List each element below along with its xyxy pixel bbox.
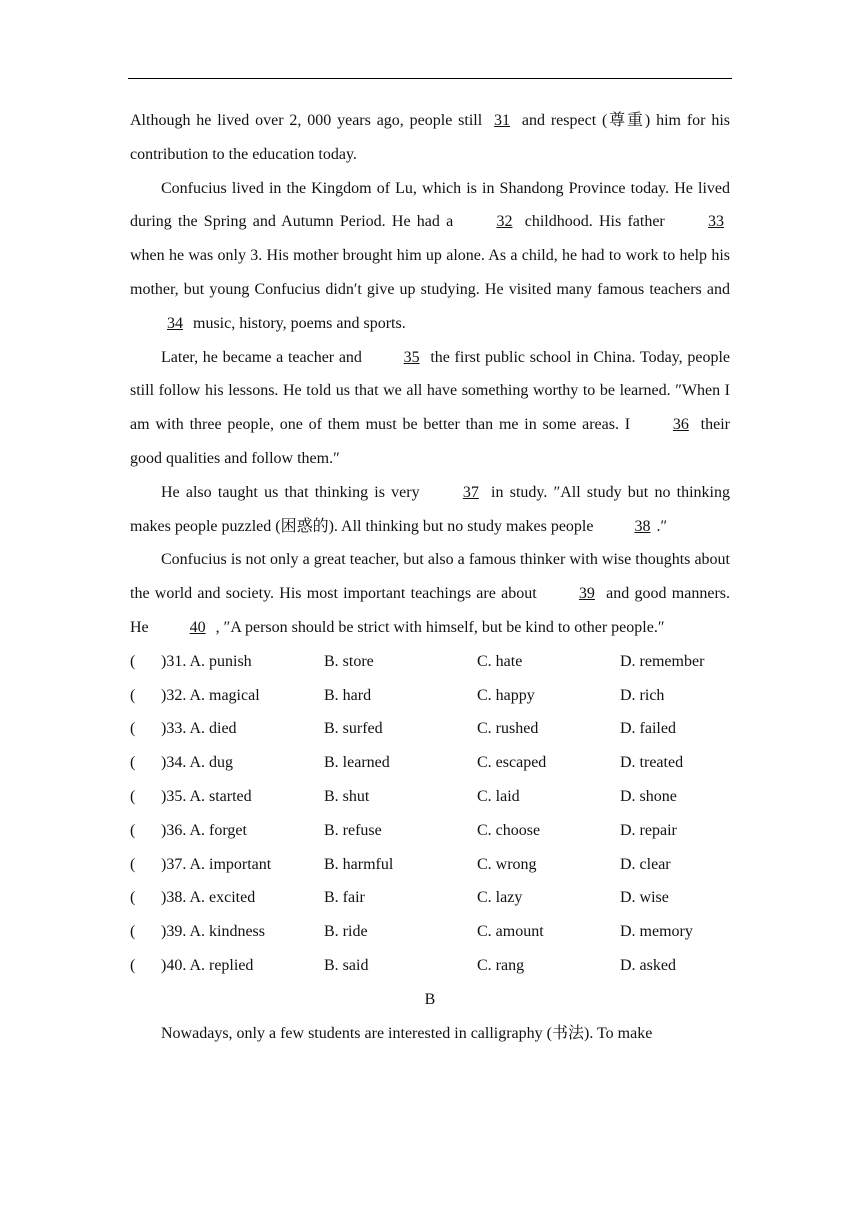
passage-a xyxy=(130,104,730,1050)
question-38 xyxy=(130,881,730,915)
option-d: D. clear xyxy=(620,855,671,873)
question-37 xyxy=(130,848,730,882)
option-b: B. fair xyxy=(324,889,365,907)
blank-40: 40 xyxy=(189,618,206,636)
option-c: C. amount xyxy=(477,923,544,941)
option-a: )31. A. punish xyxy=(161,652,252,670)
answer-slot[interactable]: ( xyxy=(130,720,136,738)
option-d: D. memory xyxy=(620,923,693,941)
option-c: C. lazy xyxy=(477,889,523,907)
option-d: D. remember xyxy=(620,652,705,670)
option-a: )36. A. forget xyxy=(161,821,247,839)
option-a: )34. A. dug xyxy=(161,754,233,772)
option-c: C. rushed xyxy=(477,720,539,738)
question-33 xyxy=(130,712,730,746)
question-36 xyxy=(130,814,730,848)
option-c: C. wrong xyxy=(477,855,537,873)
header-rule xyxy=(128,78,732,79)
option-d: D. asked xyxy=(620,956,676,974)
answer-slot[interactable]: ( xyxy=(130,754,136,772)
paragraph-5: Confucius is not only a great teacher, but also a famous thinker with wise thoughts about the world and society. His most important teachings are about 39 and good manners. He 40 , ″A person should be strict with himself, but be kind to other people.″ xyxy=(130,543,730,644)
option-c: C. escaped xyxy=(477,754,547,772)
option-c: C. rang xyxy=(477,956,525,974)
paragraph-1: Although he lived over 2, 000 years ago, people still 31 and respect (尊重) him for his contribution to the education today. xyxy=(130,104,730,172)
option-b: B. surfed xyxy=(324,720,383,738)
option-a: )37. A. important xyxy=(161,855,272,873)
section-b-paragraph: Nowadays, only a few students are interested in calligraphy (书法). To make xyxy=(161,1024,653,1042)
blank-34: 34 xyxy=(167,314,183,332)
option-d: D. repair xyxy=(620,821,677,839)
question-40 xyxy=(130,949,730,983)
question-39 xyxy=(130,915,730,949)
option-a: )39. A. kindness xyxy=(161,923,265,941)
option-d: D. failed xyxy=(620,720,676,738)
question-34 xyxy=(130,746,730,780)
blank-33: 33 xyxy=(708,213,724,231)
answer-slot[interactable]: ( xyxy=(130,855,136,873)
options-list xyxy=(130,645,730,983)
blank-37: 37 xyxy=(462,483,479,501)
blank-32: 32 xyxy=(496,213,513,231)
option-c: C. choose xyxy=(477,821,541,839)
option-d: D. wise xyxy=(620,889,669,907)
option-b: B. ride xyxy=(324,923,368,941)
option-d: D. treated xyxy=(620,754,684,772)
answer-slot[interactable]: ( xyxy=(130,686,136,704)
option-a: )40. A. replied xyxy=(161,956,254,974)
option-a: )35. A. started xyxy=(161,787,252,805)
blank-35: 35 xyxy=(403,348,420,366)
question-32 xyxy=(130,679,730,713)
blank-39: 39 xyxy=(578,585,595,603)
blank-36: 36 xyxy=(672,416,689,434)
paragraph-4: He also taught us that thinking is very 37 in study. ″All study but no thinking makes people puzzled (困惑的). All thinking but no study makes people 38 .″ xyxy=(130,476,730,544)
option-d: D. rich xyxy=(620,686,665,704)
option-a: )32. A. magical xyxy=(161,686,260,704)
question-35 xyxy=(130,780,730,814)
option-b: B. learned xyxy=(324,754,390,772)
option-c: C. happy xyxy=(477,686,535,704)
answer-slot[interactable]: ( xyxy=(130,889,136,907)
paragraph-3: Later, he became a teacher and 35 the first public school in China. Today, people still follow his lessons. He told us that we all have something worthy to be learned. ″When I am with three people, one of them must be better than me in some areas. I 36 their good qualities and follow them.″ xyxy=(130,341,730,476)
option-c: C. laid xyxy=(477,787,520,805)
option-b: B. shut xyxy=(324,787,370,805)
answer-slot[interactable]: ( xyxy=(130,787,136,805)
blank-31: 31 xyxy=(494,112,511,129)
option-b: B. store xyxy=(324,652,374,670)
option-c: C. hate xyxy=(477,652,523,670)
paragraph-2: Confucius lived in the Kingdom of Lu, which is in Shandong Province today. He lived during the Spring and Autumn Period. He had a 32 childhood. His father 33 when he was only 3. His mother brought him up alone. As a child, he had to work to help his mother, but young Confucius didn′t give up studying. He visited many famous teachers and 34 music, history, poems and sports. xyxy=(130,172,730,341)
question-31 xyxy=(130,645,730,679)
option-b: B. refuse xyxy=(324,821,382,839)
answer-slot[interactable]: ( xyxy=(130,652,136,670)
option-b: B. hard xyxy=(324,686,372,704)
answer-slot[interactable]: ( xyxy=(130,956,136,974)
section-b-heading: B xyxy=(424,990,436,1008)
answer-slot[interactable]: ( xyxy=(130,923,136,941)
option-a: )33. A. died xyxy=(161,720,237,738)
option-b: B. said xyxy=(324,956,369,974)
answer-slot[interactable]: ( xyxy=(130,821,136,839)
option-d: D. shone xyxy=(620,787,677,805)
option-b: B. harmful xyxy=(324,855,394,873)
option-a: )38. A. excited xyxy=(161,889,256,907)
blank-38: 38 xyxy=(634,517,651,535)
